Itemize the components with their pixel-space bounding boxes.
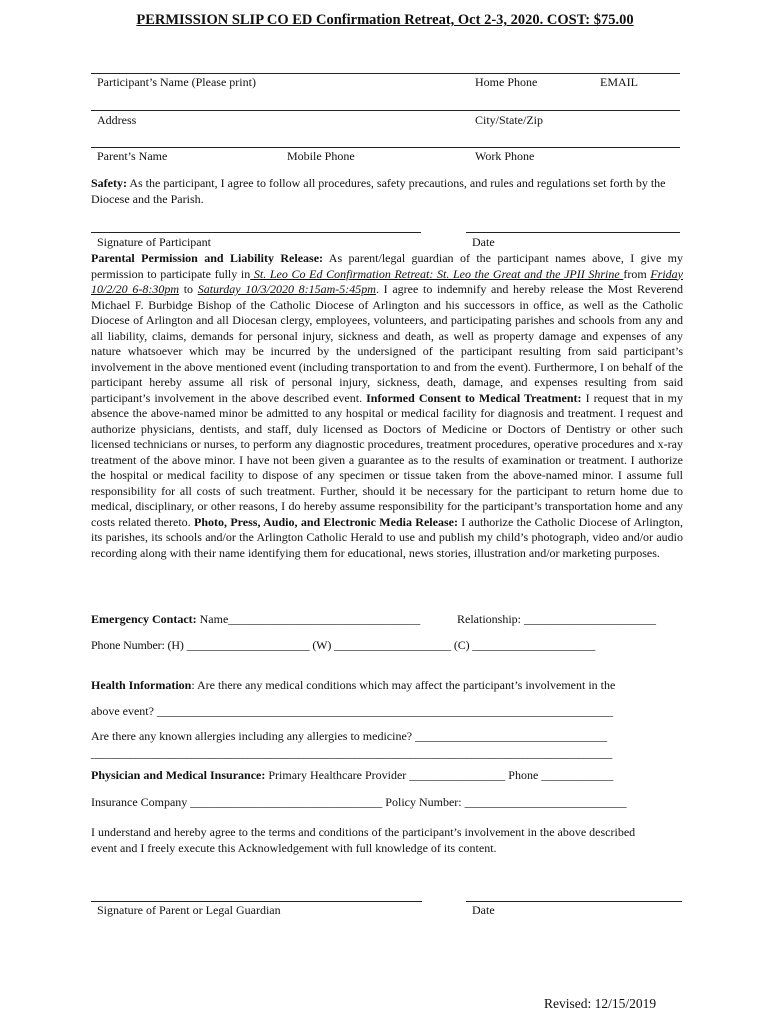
parent-name-label: Parent’s Name xyxy=(97,149,168,163)
acknowledgement-paragraph: I understand and hereby agree to the terms and conditions of the participant’s involvement in the above described event and I freely execute this Acknowledgement with full knowledge of its content. xyxy=(91,825,636,855)
health-question-1: Health Information: Are there any medical conditions which may affect the participant’s involvement in the xyxy=(91,678,616,692)
home-phone-label: Home Phone xyxy=(475,75,538,89)
participant-date-line[interactable] xyxy=(466,232,680,233)
healthcare-provider-field[interactable]: Physician and Medical Insurance: Primary Healthcare Provider ________________ Phone ____________ xyxy=(91,768,614,782)
event-name: St. Leo Co Ed Confirmation Retreat: St. Leo the Great and the JPII Shrine xyxy=(250,266,624,281)
media-release-heading: Photo, Press, Audio, and Electronic Media Release: xyxy=(194,514,458,529)
emergency-relationship-field[interactable]: Relationship: ______________________ xyxy=(457,612,656,626)
guardian-signature-label: Signature of Parent or Legal Guardian xyxy=(97,903,281,917)
insurance-field[interactable]: Insurance Company ________________________________ Policy Number: ___________________________ xyxy=(91,795,627,809)
liability-release-paragraph: Parental Permission and Liability Release: As parent/legal guardian of the participant names above, I give my permission to participate fully in St. Leo Co Ed Confirmation Retreat: St. Leo the Great and the JPII Shrine from Friday 10/2/20 6-8:30pm to Saturday 10/3/2020 8:15am-5:45pm. I agree to indemnify and hereby release the Most Reverend Michael F. Burbidge Bishop of the Catholic Diocese of Arlington and his successors in office, as well as the Catholic Diocese of Arlington and all Diocesan clergy, employees, volunteers, and participating parishes and schools from any and all liability, claims, demands for personal injury, sickness and death, as well as property damage and expenses of any nature whatsoever which may be incurred by the undersigned of the participant resulting from said participant’s involvement in the above mentioned event (including transportation to and from the event). Furthermore, I on behalf of the participant hereby assume all risk of personal injury, sickness, death, damage, and expenses resulting from said participant’s involvement in the above described event. Informed Consent to Medical Treatment: I request that in my absence the above-named minor be admitted to any hospital or medical facility for diagnosis and treatment. I request and authorize physicians, dentists, and staff, duly licensed as Doctors of Medicine or Doctors of Dentistry or other such licensed technicians or nurses, to perform any diagnostic procedures, treatment procedures, operative procedures and x-ray treatment of the above minor. I have not been given a guarantee as to the results of examination or treatment. I authorize the hospital or medical facility to dispose of any specimen or tissue taken from the above-named minor. I assume full responsibility for all costs of such treatment. Further, should it be necessary for the participant to return home due to medical, disciplinary, or other reasons, I do hereby assume responsibility for the participant’s transportation home and any costs related thereto. Photo, Press, Audio, and Electronic Media Release: I authorize the Catholic Diocese of Arlington, its parishes, its schools and/or the Arlington Catholic Herald to use and publish my child’s photograph, video and/or audio recording along with their name identifying them for educational, news stories, illustration and/or marketing purposes. xyxy=(91,251,684,560)
participant-row-line[interactable] xyxy=(91,73,680,74)
guardian-date-label: Date xyxy=(472,903,495,917)
safety-text: As the participant, I agree to follow all procedures, safety precautions, and rules and regulations set forth by the Diocese and the Parish. xyxy=(91,176,666,206)
medical-consent-heading: Informed Consent to Medical Treatment: xyxy=(366,390,582,405)
allergies-continuation-line[interactable]: _____________________________________________________________________________________________ xyxy=(91,746,612,760)
event-start: Friday 10/2/20 6-8:30pm xyxy=(91,266,684,296)
release-heading: Parental Permission and Liability Release: xyxy=(91,251,324,265)
safety-paragraph xyxy=(91,176,681,207)
participant-signature-line[interactable] xyxy=(91,232,421,233)
city-state-zip-label: City/State/Zip xyxy=(475,113,543,127)
health-conditions-field[interactable]: above event? ____________________________________________________________________________ xyxy=(91,704,613,718)
physician-heading: Physician and Medical Insurance: xyxy=(91,768,266,782)
emergency-contact-name-field[interactable]: Emergency Contact: Name________________________________ xyxy=(91,612,421,626)
allergies-field[interactable]: Are there any known allergies including any allergies to medicine? ________________________________ xyxy=(91,729,608,743)
revised-date: Revised: 12/15/2019 xyxy=(544,996,657,1011)
participant-name-label: Participant’s Name (Please print) xyxy=(97,75,256,89)
form-title: PERMISSION SLIP CO ED Confirmation Retreat, Oct 2-3, 2020. COST: $75.00 xyxy=(136,12,634,28)
email-label: EMAIL xyxy=(600,75,638,89)
mobile-phone-label: Mobile Phone xyxy=(287,149,355,163)
safety-heading: Safety: xyxy=(91,176,127,190)
participant-date-label: Date xyxy=(472,235,495,249)
emergency-phone-fields[interactable]: Phone Number: (H) _____________________ (W) ____________________ (C) _____________________ xyxy=(91,638,596,652)
address-label: Address xyxy=(97,113,137,127)
address-row-line[interactable] xyxy=(91,110,680,111)
event-end: Saturday 10/3/2020 8:15am-5:45pm xyxy=(197,282,376,296)
emergency-heading: Emergency Contact: xyxy=(91,612,197,626)
work-phone-label: Work Phone xyxy=(475,149,535,163)
parent-row-line[interactable] xyxy=(91,147,680,148)
health-heading: Health Information xyxy=(91,678,192,692)
guardian-signature-line[interactable] xyxy=(91,901,422,902)
participant-signature-label: Signature of Participant xyxy=(97,235,211,249)
guardian-date-line[interactable] xyxy=(466,901,682,902)
